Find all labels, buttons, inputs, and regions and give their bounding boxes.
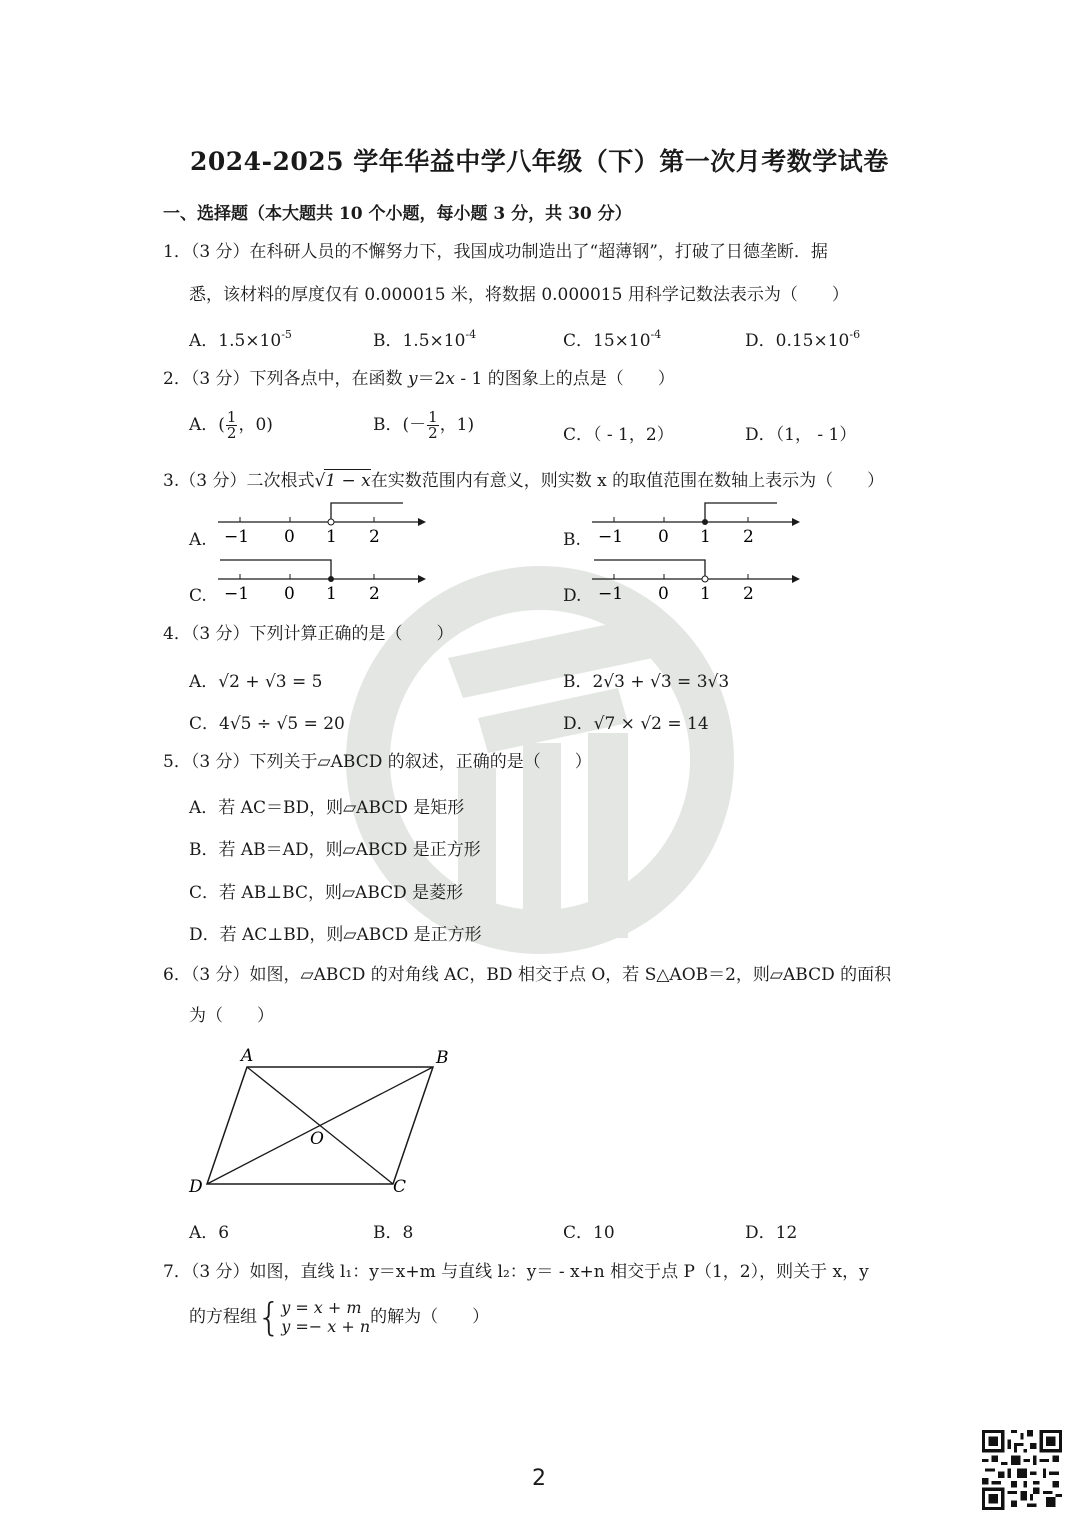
qr-code-icon [982, 1430, 1062, 1510]
tick-label: −1 [224, 527, 250, 547]
vertex-label-d: D [189, 1177, 203, 1197]
question-2-option-b: B．(－ $\frac{1}{2}$ ，1) [373, 408, 475, 442]
question-2-stem: 2．（3 分）下列各点中，在函数 y＝2x - 1 的图象上的点是（ ） [163, 369, 675, 389]
tick-label: 1 [326, 584, 337, 604]
tick-label: 1 [700, 584, 711, 604]
tick-label: 2 [369, 584, 380, 604]
center-label-o: O [310, 1129, 324, 1149]
question-4-option-d: D．√7 × √2 = 14 [563, 714, 709, 734]
question-6-option-b: B．8 [373, 1223, 414, 1243]
question-5-option-a: A．若 AC＝BD，则▱ABCD 是矩形 [189, 798, 465, 818]
question-6-option-c: C．10 [563, 1223, 615, 1243]
question-6-option-a: A．6 [189, 1223, 230, 1243]
question-4-stem: 4．（3 分）下列计算正确的是（ ） [163, 624, 454, 644]
question-3-stem: 3.（3 分）二次根式√1 − x在实数范围内有意义，则实数 x 的取值范围在数轴上表示为（ ） [163, 471, 885, 491]
question-7-line-2: 的方程组{ y = x + m y =− x + n 的解为（ ） [189, 1295, 490, 1339]
tick-label: 0 [284, 527, 295, 547]
question-5-option-d: D．若 AC⊥BD，则▱ABCD 是正方形 [189, 925, 482, 945]
tick-label: −1 [224, 584, 250, 604]
tick-label: −1 [598, 527, 624, 547]
question-1-option-a: A．$1.5\times 10^{-5}$ [189, 328, 292, 351]
section-heading: 一、选择题（本大题共 10 个小题，每小题 3 分，共 30 分） [163, 204, 632, 224]
tick-label: −1 [598, 584, 624, 604]
vertex-label-b: B [436, 1048, 449, 1068]
number-line-c [218, 557, 428, 607]
tick-label: 0 [658, 584, 669, 604]
page-title: 2024-2025 学年华益中学八年级（下）第一次月考数学试卷 [190, 147, 889, 176]
question-4-option-b: B．2√3 + √3 = 3√3 [563, 672, 730, 692]
question-2-option-d: D．（1， - 1） [745, 425, 857, 445]
question-1-line-1: 1．（3 分）在科研人员的不懈努力下，我国成功制造出了“超薄钢”，打破了日德垄断．据 [163, 242, 828, 262]
question-4-option-c: C．4√5 ÷ √5 = 20 [189, 714, 345, 734]
tick-label: 1 [700, 527, 711, 547]
vertex-label-a: A [241, 1046, 254, 1066]
question-3-option-a-label: A. [189, 530, 207, 550]
tick-label: 2 [369, 527, 380, 547]
question-4-option-a: A．√2 + √3 = 5 [189, 672, 323, 692]
question-2-option-c: C．（ - 1，2） [563, 425, 674, 445]
question-1-option-d: D．$0.15\times 10^{-6}$ [745, 328, 861, 351]
question-6-option-d: D．12 [745, 1223, 798, 1243]
tick-label: 1 [326, 527, 337, 547]
tick-label: 0 [658, 527, 669, 547]
question-7-line-1: 7．（3 分）如图，直线 l₁：y＝x+m 与直线 l₂：y＝ - x+n 相交于点 P（1，2），则关于 x，y [163, 1262, 869, 1282]
tick-label: 2 [743, 527, 754, 547]
question-6-line-2: 为（ ） [189, 1006, 274, 1026]
question-1-line-2: 悉，该材料的厚度仅有 0.000015 米，将数据 0.000015 用科学记数法表示为（ ） [189, 285, 849, 305]
question-6-line-1: 6．（3 分）如图，▱ABCD 的对角线 AC，BD 相交于点 O，若 S△AOB＝2，则▱ABCD 的面积 [163, 965, 892, 985]
tick-label: 0 [284, 584, 295, 604]
number-line-a [218, 500, 428, 550]
question-5-option-b: B．若 AB＝AD，则▱ABCD 是正方形 [189, 840, 481, 860]
number-line-d [592, 557, 802, 607]
equation-system: { y = x + m y =− x + n [257, 1295, 371, 1339]
number-line-b [592, 500, 802, 550]
question-3-option-d-label: D. [563, 586, 582, 606]
parallelogram-figure [185, 1040, 465, 1200]
tick-label: 2 [743, 584, 754, 604]
question-1-option-b: B．$1.5\times 10^{-4}$ [373, 328, 477, 351]
question-1-option-c: C．$15\times 10^{-4}$ [563, 328, 662, 351]
question-3-option-b-label: B. [563, 530, 581, 550]
question-5-option-c: C．若 AB⊥BC，则▱ABCD 是菱形 [189, 883, 464, 903]
page-number: 2 [532, 1466, 546, 1491]
vertex-label-c: C [393, 1177, 407, 1197]
question-5-stem: 5．（3 分）下列关于▱ABCD 的叙述，正确的是（ ） [163, 752, 592, 772]
question-3-option-c-label: C. [189, 586, 207, 606]
question-2-option-a: A．( $\frac{1}{2}$ ，0) [189, 408, 273, 442]
